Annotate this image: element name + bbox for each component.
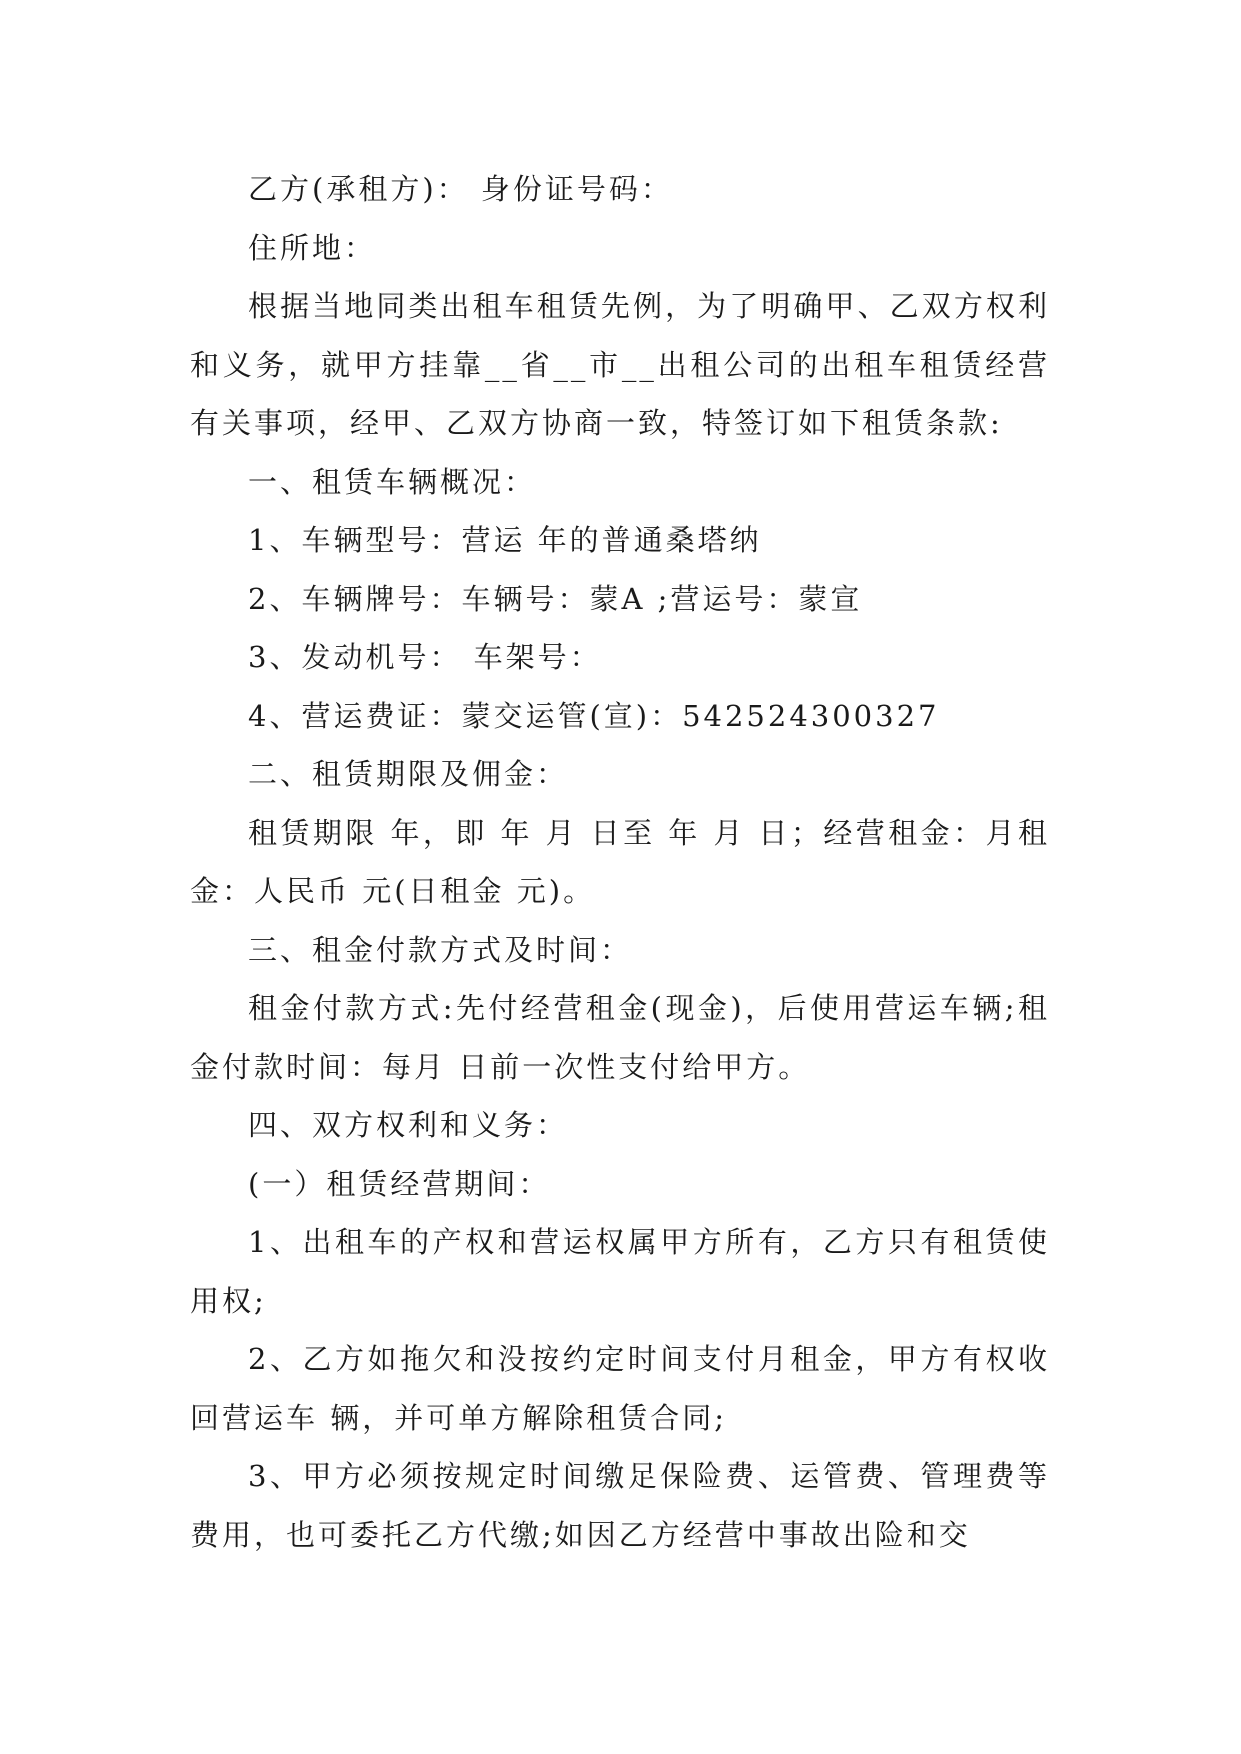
clause-3-paragraph: 3、甲方必须按规定时间缴足保险费、运管费、管理费等费用，也可委托乙方代缴;如因乙方经营中事故出险和交 [190,1459,1050,1552]
lessee-line: 乙方(承租方)： 身份证号码： [248,172,673,206]
payment-method-paragraph: 租金付款方式:先付经营租金(现金)，后使用营运车辆;租金付款时间：每月 日前一次性支付给甲方。 [190,991,1050,1084]
vehicle-model-item: 1、车辆型号：营运 年的普通桑塔纳 [248,523,762,557]
preamble-paragraph: 根据当地同类出租车租赁先例，为了明确甲、乙双方权利和义务，就甲方挂靠__省__市__出租公司的出租车租赁经营有关事项，经甲、乙双方协商一致，特签订如下租赁条款: [190,289,1050,440]
engine-number-item: 3、发动机号： 车架号： [248,640,602,674]
lease-term-paragraph: 租赁期限 年，即 年 月 日至 年 月 日；经营租金：月租金：人民币 元(日租金 元)。 [190,815,1050,908]
clause-1-paragraph: 1、出租车的产权和营运权属甲方所有，乙方只有租赁使用权; [190,1225,1050,1318]
address-line: 住所地： [248,230,377,265]
clause-2-paragraph: 2、乙方如拖欠和没按约定时间支付月租金，甲方有权收回营运车 辆，并可单方解除租赁合同; [190,1342,1050,1435]
subsection-1-heading: (一）租赁经营期间： [248,1166,551,1201]
section-4-heading: 四、双方权利和义务： [248,1108,569,1142]
section-2-heading: 二、租赁期限及佣金： [248,757,569,791]
vehicle-plate-item: 2、车辆牌号：车辆号：蒙A ;营运号：蒙宣 [248,581,863,616]
operating-permit-item: 4、营运费证：蒙交运管(宣)：542524300327 [248,698,940,733]
section-1-heading: 一、租赁车辆概况： [248,464,537,499]
document-body [190,160,1050,1564]
section-3-heading: 三、租金付款方式及时间： [248,932,633,967]
